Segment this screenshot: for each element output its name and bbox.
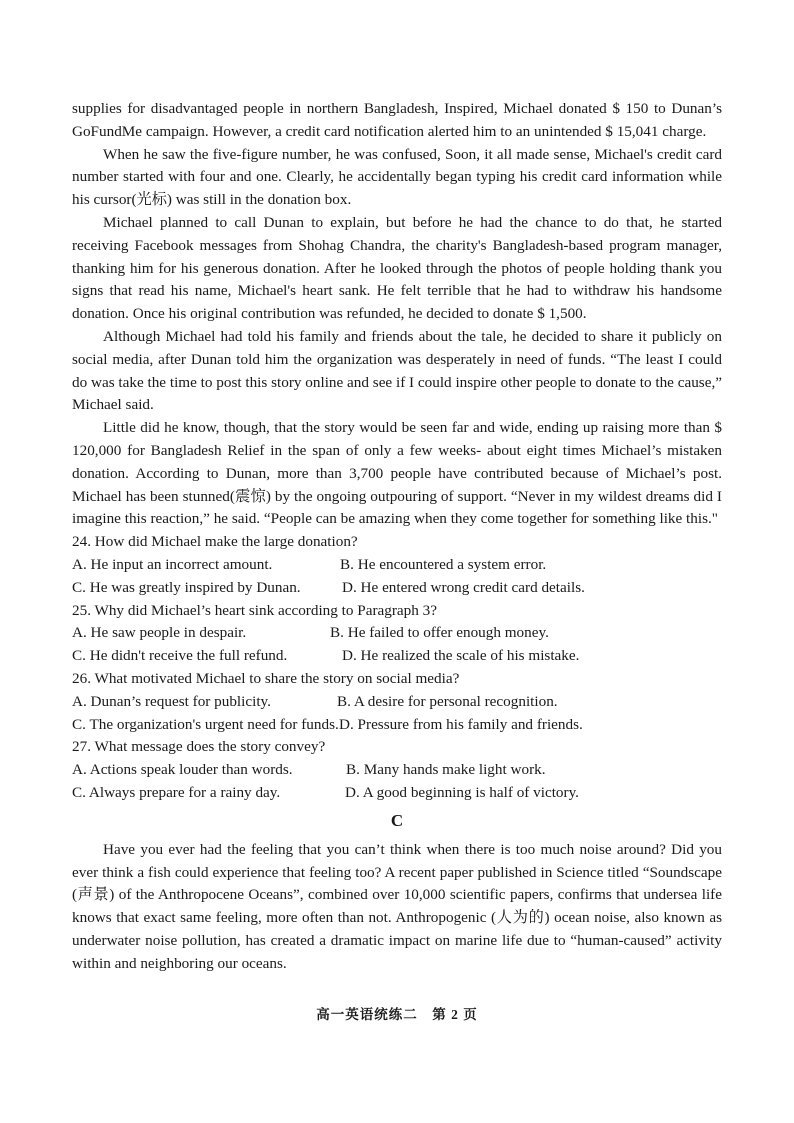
passage-b	[72, 98, 722, 531]
question-stem: 27. What message does the story convey?	[72, 738, 326, 756]
option-a: A. Actions speak louder than words.	[72, 761, 293, 779]
question-stem: 26. What motivated Michael to share the story on social media?	[72, 669, 460, 687]
option-d: D. He realized the scale of his mistake.	[342, 647, 580, 665]
page-content	[72, 98, 722, 975]
page-footer: 高一英语统练二 第 2 页	[316, 1007, 478, 1022]
section-title: C	[390, 810, 404, 830]
option-row	[72, 645, 722, 668]
option-c: C. He was greatly inspired by Dunan.	[72, 578, 301, 596]
option-b: B. Many hands make light work.	[346, 761, 546, 779]
passage-b-paragraph-3: Michael planned to call Dunan to explain, but before he had the chance to do that, he started receiving Facebook messages from Shohag Chandra, the charity's Bangladesh-based program manager, thanking him for his generous donation. After he looked through the photos of people holding thank you signs that read his name, Michael's heart sank. He felt terrible that he had to withdraw his handsome donation. Once his original contribution was refunded, he decided to donate $ 1,500.	[72, 213, 722, 323]
passage-c-paragraph-1: Have you ever had the feeling that you can’t think when there is too much noise around? Did you ever think a fish could experience that feeling too? A recent paper published in Science titled “Soundscape (声景) of the Anthropocene Oceans”, combined over 10,000 scientific papers, confirms that undersea life knows that exact same feeling, more often than not. Anthropogenic (人为的) ocean noise, also known as underwater noise pollution, has created a dramatic impact on marine life due to “human-caused” activity within and neighboring our oceans.	[72, 840, 722, 972]
option-c: C. The organization's urgent need for funds.	[72, 715, 339, 733]
question-25	[72, 600, 722, 668]
option-b: B. He encountered a system error.	[340, 555, 547, 573]
option-a: A. He input an incorrect amount.	[72, 555, 273, 573]
option-d: D. A good beginning is half of victory.	[345, 783, 579, 801]
option-row	[72, 759, 722, 782]
option-row	[72, 622, 722, 645]
question-stem: 25. Why did Michael’s heart sink according to Paragraph 3?	[72, 601, 437, 619]
option-a: A. Dunan’s request for publicity.	[72, 692, 271, 710]
question-24	[72, 531, 722, 599]
option-c: C. He didn't receive the full refund.	[72, 647, 288, 665]
option-row	[72, 554, 722, 577]
question-stem: 24. How did Michael make the large donation?	[72, 533, 358, 551]
option-b: B. A desire for personal recognition.	[337, 692, 558, 710]
option-c: C. Always prepare for a rainy day.	[72, 783, 281, 801]
passage-c	[72, 839, 722, 976]
option-row	[72, 714, 722, 737]
option-row	[72, 782, 722, 805]
option-row	[72, 691, 722, 714]
option-d: D. Pressure from his family and friends.	[339, 715, 583, 733]
option-a: A. He saw people in despair.	[72, 624, 247, 642]
option-d: D. He entered wrong credit card details.	[342, 578, 585, 596]
option-b: B. He failed to offer enough money.	[330, 624, 549, 642]
question-27	[72, 736, 722, 804]
option-row	[72, 577, 722, 600]
passage-b-paragraph-4: Although Michael had told his family and friends about the tale, he decided to share it publicly on social media, after Dunan told him the organization was desperately in need of funds. “The least I could do was take the time to post this story online and see if I could inspire other people to donate to the cause,” Michael said.	[72, 327, 722, 414]
passage-b-paragraph-5: Little did he know, though, that the story would be seen far and wide, ending up raising more than $ 120,000 for Bangladesh Relief in the span of only a few weeks- about eight times Michael’s mistaken donation. According to Dunan, more than 3,700 people have contributed because of Michael’s post. Michael has been stunned(震惊) by the ongoing outpouring of support. “Never in my wildest dreams did I imagine this reaction,” he said. “People can be amazing when they come together for something like this."	[72, 419, 722, 528]
passage-b-paragraph-1: supplies for disadvantaged people in northern Bangladesh, Inspired, Michael donated $ 150 to Dunan’s GoFundMe campaign. However, a credit card notification alerted him to an unintended $ 15,041 charge.	[72, 100, 722, 140]
question-26	[72, 668, 722, 736]
passage-b-paragraph-2: When he saw the five-figure number, he was confused, Soon, it all made sense, Michael's credit card number started with four and one. Clearly, he accidentally began typing his credit card information while his cursor(光标) was still in the donation box.	[72, 145, 722, 209]
